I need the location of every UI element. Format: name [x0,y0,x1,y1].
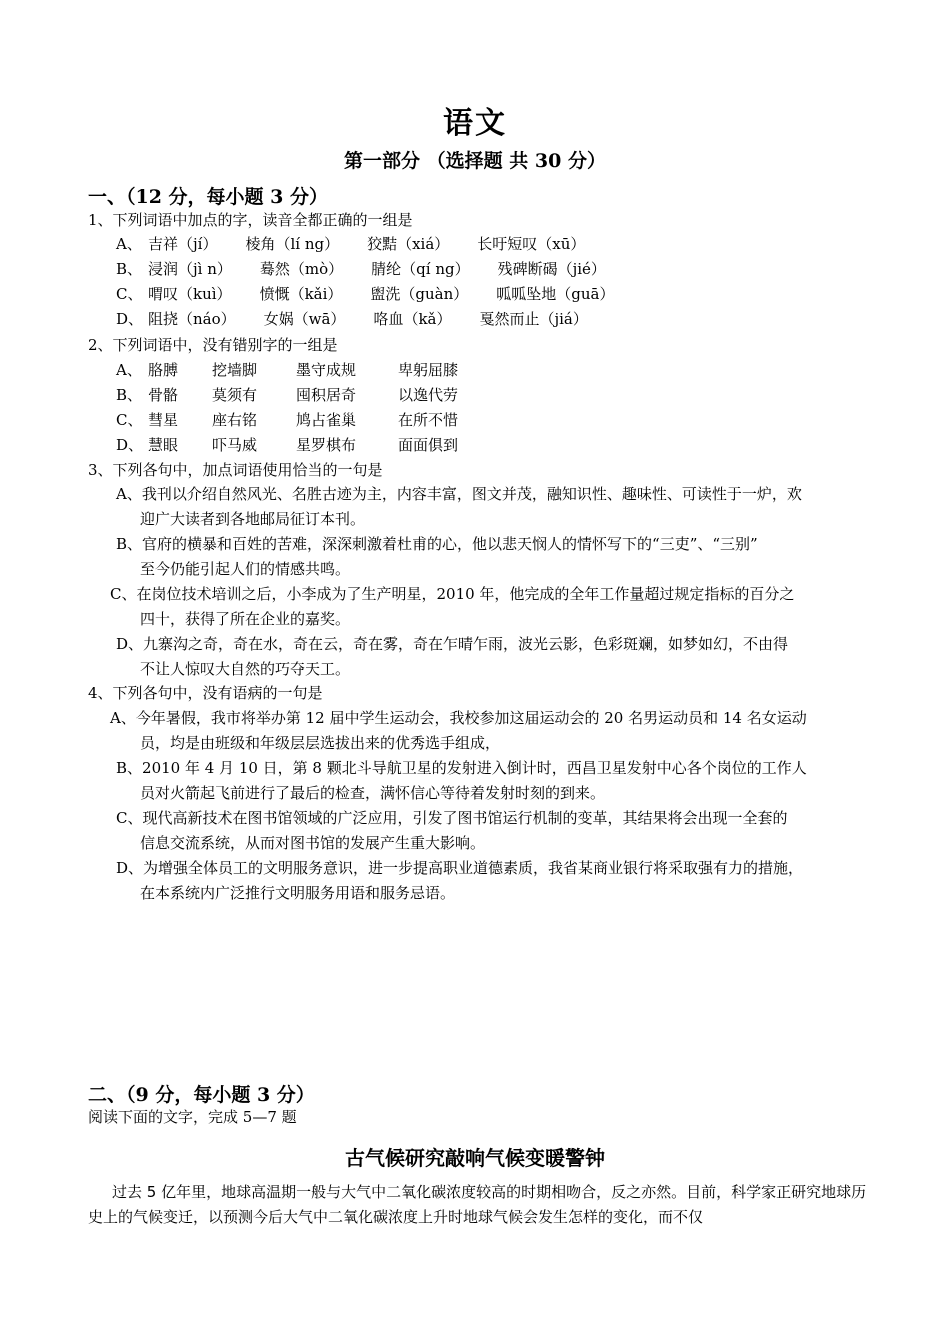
article-title: 古气候研究敲响气候变暖警钟 [345,1146,605,1170]
question-3-option-d [116,632,876,682]
option-word: 吉祥（jí） [148,235,218,253]
question-3-stem: 3、下列各句中，加点词语使用恰当的一句是 [88,461,383,479]
question-1-stem: 1、下列词语中加点的字，读音全都正确的一组是 [88,211,413,229]
option-word: 挖墙脚 [212,361,258,379]
question-1-option-c [116,284,643,304]
option-word: 彗星 [148,411,179,429]
option-label: C、 [116,411,143,429]
question-3-option-a [116,482,876,532]
option-word: 腈纶（qí ng） [371,260,470,278]
option-word: 骨骼 [148,386,179,404]
option-text: A、今年暑假，我市将举办第 12 届中学生运动会，我校参加这届运动会的 20 名男运动员和 14 名女运动 [110,709,807,727]
option-text-cont: 不让人惊叹大自然的巧夺天工。 [140,660,351,678]
option-word: 棱角（lí ng） [245,235,340,253]
question-4-stem: 4、下列各句中，没有语病的一句是 [88,684,323,702]
question-2-option-c [116,410,482,430]
option-text-cont: 在本系统内广泛推行文明服务用语和服务忌语。 [140,884,456,902]
option-word: 浸润（jì n） [148,260,232,278]
article-body: 过去 5 亿年里，地球高温期一般与大气中二氧化碳浓度较高的时期相吻合，反之亦然。目前，科学家正研究地球历史上的气候变迁，以预测今后大气中二氧化碳浓度上升时地球气候会发生怎样的变化，而不仅 [88,1183,867,1226]
option-text-cont: 至今仍能引起人们的情感共鸣。 [140,560,351,578]
question-2-option-a [116,360,482,380]
option-text: B、2010 年 4 月 10 日，第 8 颗北斗导航卫星的发射进入倒计时，西昌卫星发射中心各个岗位的工作人 [116,759,807,777]
question-1-option-d [116,309,616,329]
option-word: 面面俱到 [398,436,459,454]
question-4-option-b [116,756,876,806]
question-3-option-c [110,582,880,632]
option-text-cont: 迎广大读者到各地邮局征订本刊。 [140,510,366,528]
section-2-heading: 二、（9 分，每小题 3 分） [88,1084,315,1106]
option-word: 慧眼 [148,436,179,454]
option-word: 囤积居奇 [296,386,357,404]
option-label: D、 [116,310,144,328]
question-4-option-a [110,706,880,756]
question-4-option-d [116,856,886,906]
option-text-cont: 员，均是由班级和年级层层选拔出来的优秀选手组成， [140,734,501,752]
option-word: 阻挠（náo） [148,310,236,328]
option-word: 莫须有 [212,386,258,404]
option-word: 在所不惜 [398,411,459,429]
option-word: 墨守成规 [296,361,357,379]
option-word: 咯血（kǎ） [373,310,452,328]
option-word: 星罗棋布 [296,436,357,454]
page-title: 语文 [443,106,507,141]
option-word: 以逸代劳 [398,386,459,404]
option-label: B、 [116,260,143,278]
option-label: A、 [116,361,142,379]
option-word: 卑躬屈膝 [398,361,459,379]
question-2-stem: 2、下列词语中，没有错别字的一组是 [88,336,338,354]
option-label: D、 [116,436,144,454]
option-text: C、现代高新技术在图书馆领域的广泛应用，引发了图书馆运行机制的变革，其结果将会出现一全套的 [116,809,788,827]
option-text-cont: 四十，获得了所在企业的嘉奖。 [140,610,351,628]
option-text: D、九寨沟之奇，奇在水，奇在云，奇在雾，奇在乍晴乍雨，波光云影，色彩斑斓，如梦如幻，不由得 [116,635,789,653]
question-2-option-b [116,385,482,405]
option-word: 盥洗（guàn） [370,285,469,303]
option-text: C、在岗位技术培训之后，小李成为了生产明星，2010 年，他完成的全年工作量超过规定指标的百分之 [110,585,795,603]
option-text-cont: 员对火箭起飞前进行了最后的检查，满怀信心等待着发射时刻的到来。 [140,784,606,802]
question-1-option-a [116,234,613,254]
option-word: 戛然而止（jiá） [479,310,588,328]
question-3-option-b [116,532,876,582]
option-word: 鸠占雀巢 [296,411,357,429]
question-2-option-d [116,435,482,455]
section-1-heading: 一、（12 分，每小题 3 分） [88,186,329,208]
question-1-option-b [116,259,634,279]
option-word: 座右铭 [212,411,258,429]
option-label: C、 [116,285,143,303]
option-text-cont: 信息交流系统，从而对图书馆的发展产生重大影响。 [140,834,486,852]
option-text: A、我刊以介绍自然风光、名胜古迹为主，内容丰富，图文并茂，融知识性、趣味性、可读性于一炉，欢 [116,485,802,503]
option-word: 呱呱坠地（guā） [496,285,615,303]
option-word: 女娲（wā） [263,310,346,328]
option-word: 残碑断碣（jié） [497,260,606,278]
option-label: B、 [116,386,143,404]
option-word: 胳膊 [148,361,179,379]
option-label: A、 [116,235,142,253]
option-text: B、官府的横暴和百姓的苦难，深深刺激着杜甫的心，他以悲天悯人的情怀写下的“三吏”、“三别” [116,535,758,553]
option-word: 狡黠（xiá） [367,235,450,253]
option-word: 蓦然（mò） [259,260,344,278]
option-text: D、为增强全体员工的文明服务意识，进一步提高职业道德素质，我省某商业银行将采取强有力的措施， [116,859,804,877]
page-subtitle: 第一部分 （选择题 共 30 分） [344,150,606,172]
option-word: 长吁短叹（xū） [477,235,586,253]
option-word: 愤慨（kǎi） [259,285,343,303]
reading-instruction: 阅读下面的文字，完成 5—7 题 [88,1108,297,1126]
question-4-option-c [116,806,876,856]
option-word: 喟叹（kuì） [148,285,232,303]
option-word: 吓马威 [212,436,258,454]
